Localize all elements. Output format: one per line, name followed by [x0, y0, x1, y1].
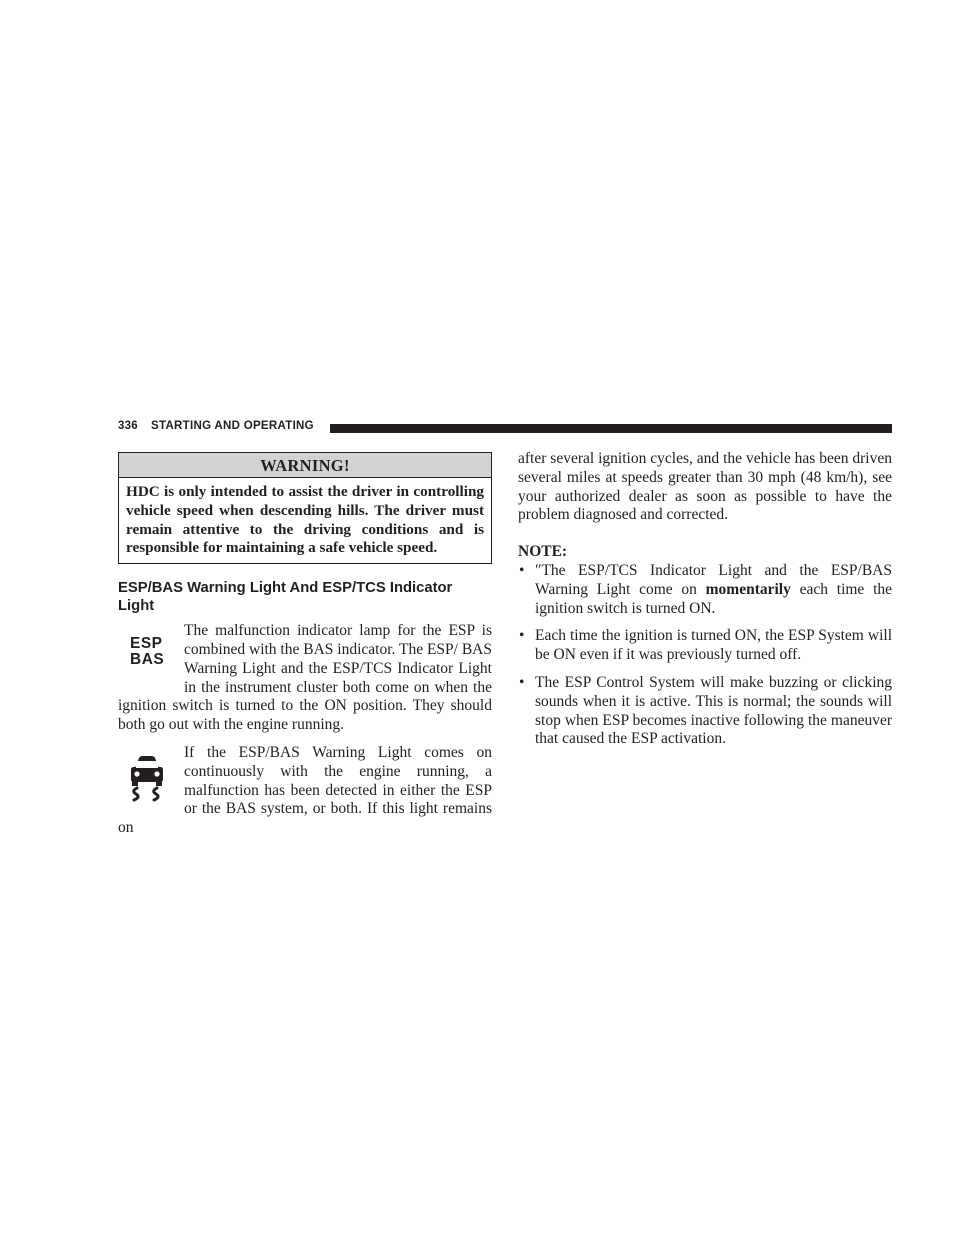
- bullet-icon: •: [519, 561, 525, 579]
- list-item: [518, 627, 892, 665]
- bullet-text: The ESP Control System will make buzzing or clicking sounds when it is active. This is normal; the sounds will stop when ESP becomes inactive following the maneuver that caused the ESP activation.: [535, 673, 892, 748]
- bullet-text-bold: momentarily: [705, 580, 791, 598]
- bullet-icon: •: [519, 673, 525, 691]
- continuation-paragraph: after several ignition cycles, and the vehicle has been driven several miles at speeds greater than 30 mph (48 km/h), see your authorized dealer as soon as possible to have the problem diagnosed and corrected.: [518, 450, 892, 524]
- section-heading: ESP/BAS Warning Light And ESP/TCS Indicator Light: [118, 580, 453, 615]
- paragraph-malfunction: [118, 744, 492, 838]
- bullet-text-after: each time the ignition switch is turned ON.: [535, 580, 892, 617]
- section-title: STARTING AND OPERATING: [151, 420, 314, 432]
- note-label: NOTE:: [518, 543, 568, 561]
- esp-tcs-skid-icon: [127, 752, 167, 802]
- paragraph-text: The malfunction indicator lamp for the ESP is combined with the BAS indicator. The ESP/ BAS Warning Light and the ESP/TCS Indicator Light in the instrument cluster both come on when the ignition switch is turned to the ON position. They should both go out with the engine running.: [118, 622, 492, 734]
- note-bullet-list: [518, 562, 892, 749]
- list-item: [518, 674, 892, 749]
- warning-box: [118, 452, 492, 564]
- warning-body: HDC is only intended to assist the driver in controlling vehicle speed when descending hills. The driver must remain attentive to the driving conditions and is responsible for maintaining a safe vehicle speed.: [126, 483, 484, 557]
- list-item: [518, 562, 892, 618]
- esp-bas-icon-slot: [118, 622, 184, 694]
- bullet-text-before: ″The ESP/TCS Indicator Light and the ESP/BAS Warning Light come on: [535, 561, 892, 598]
- paragraph-esp-bas: [118, 622, 492, 735]
- skid-icon-slot: [118, 744, 184, 816]
- bullet-text: Each time the ignition is turned ON, the ESP System will be ON even if it was previously turned off.: [535, 627, 892, 664]
- right-column: [518, 450, 892, 758]
- left-column: [118, 452, 492, 838]
- warning-title: WARNING!: [119, 453, 491, 478]
- esp-icon-text: ESP: [130, 635, 163, 653]
- bullet-icon: •: [519, 627, 525, 645]
- bas-icon-text: BAS: [130, 651, 165, 669]
- page-header: [118, 420, 892, 436]
- esp-bas-warning-icon: [130, 636, 164, 668]
- header-rule: [330, 424, 892, 433]
- page-number: 336: [118, 420, 138, 432]
- paragraph-text: If the ESP/BAS Warning Light comes on continuously with the engine running, a malfunction has been detected in either the ESP or the BAS system, or both. If this light remains on: [118, 743, 492, 837]
